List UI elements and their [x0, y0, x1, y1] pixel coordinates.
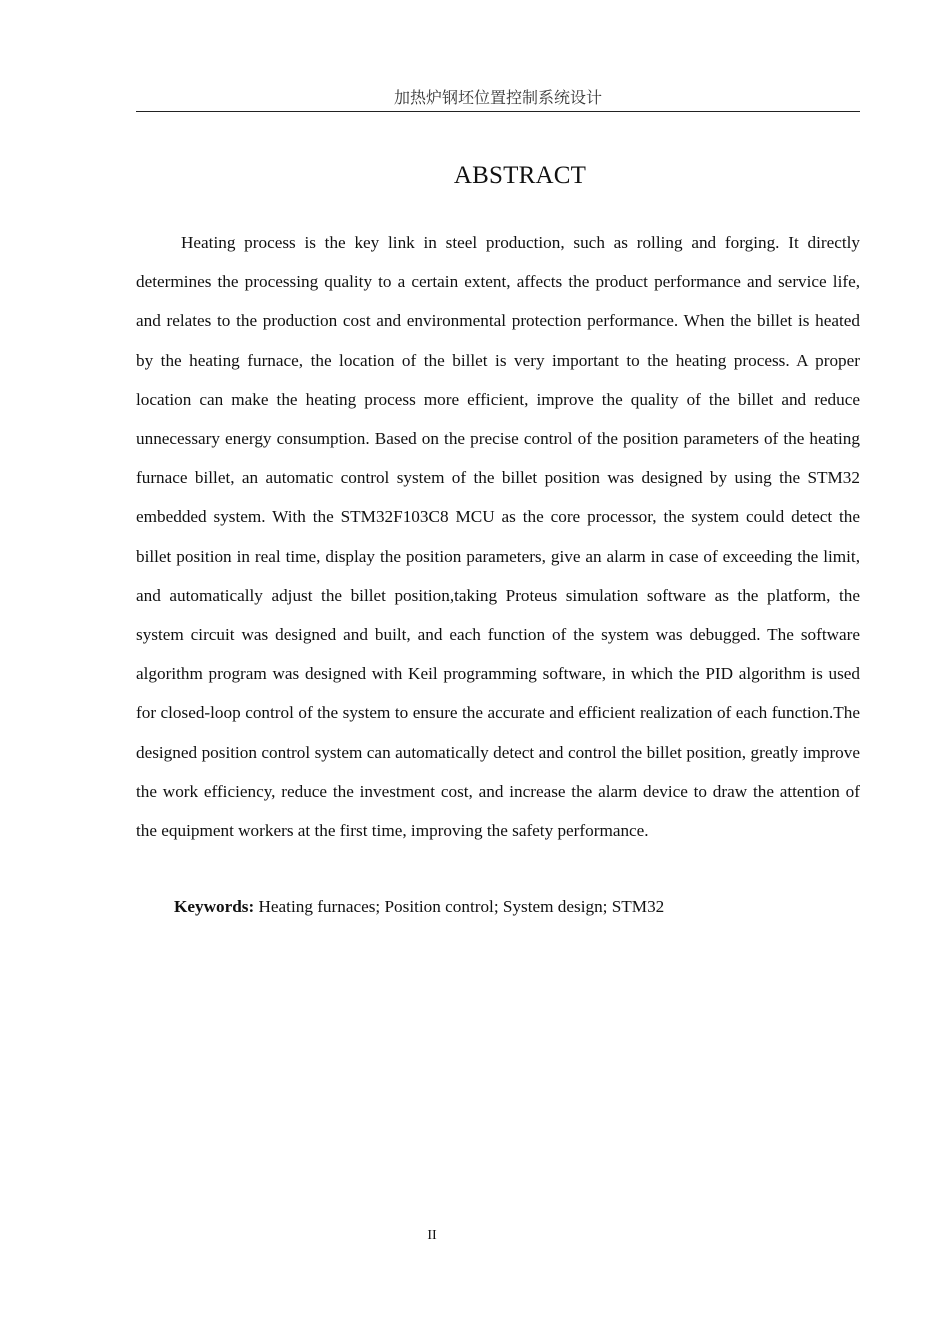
running-header-title: 加热炉钢坯位置控制系统设计 — [393, 88, 602, 107]
keywords-label: Keywords: — [174, 897, 255, 916]
keywords-line — [174, 892, 860, 922]
running-header — [136, 86, 860, 112]
abstract-body: Heating process is the key link in steel production, such as rolling and forging. It directly determines the processing quality to a certain extent, affects the product performance and service life, and relates to the production cost and environmental protection performance. When the billet is heated by the heating furnace, the location of the billet is very important to the heating process. A proper location can make the heating process more efficient, improve the quality of the billet and reduce unnecessary energy consumption. Based on the precise control of the position parameters of the heating furnace billet, an automatic control system of the billet position was designed by using the STM32 embedded system. With the STM32F103C8 MCU as the core processor, the system could detect the billet position in real time, display the position parameters, give an alarm in case of exceeding the limit, and automatically adjust the billet position,taking Proteus simulation software as the platform, the system circuit was designed and built, and each function of the system was debugged. The software algorithm program was designed with Keil programming software, in which the PID algorithm is used for closed-loop control of the system to ensure the accurate and efficient realization of each function.The designed position control system can automatically detect and control the billet position, greatly improve the work efficiency, reduce the investment cost, and increase the alarm device to draw the attention of the equipment workers at the first time, improving the safety performance. — [136, 233, 860, 841]
abstract-title: ABSTRACT — [453, 162, 587, 189]
keywords-text: Heating furnaces; Position control; System design; STM32 — [258, 897, 665, 916]
page-number: II — [427, 1228, 437, 1243]
